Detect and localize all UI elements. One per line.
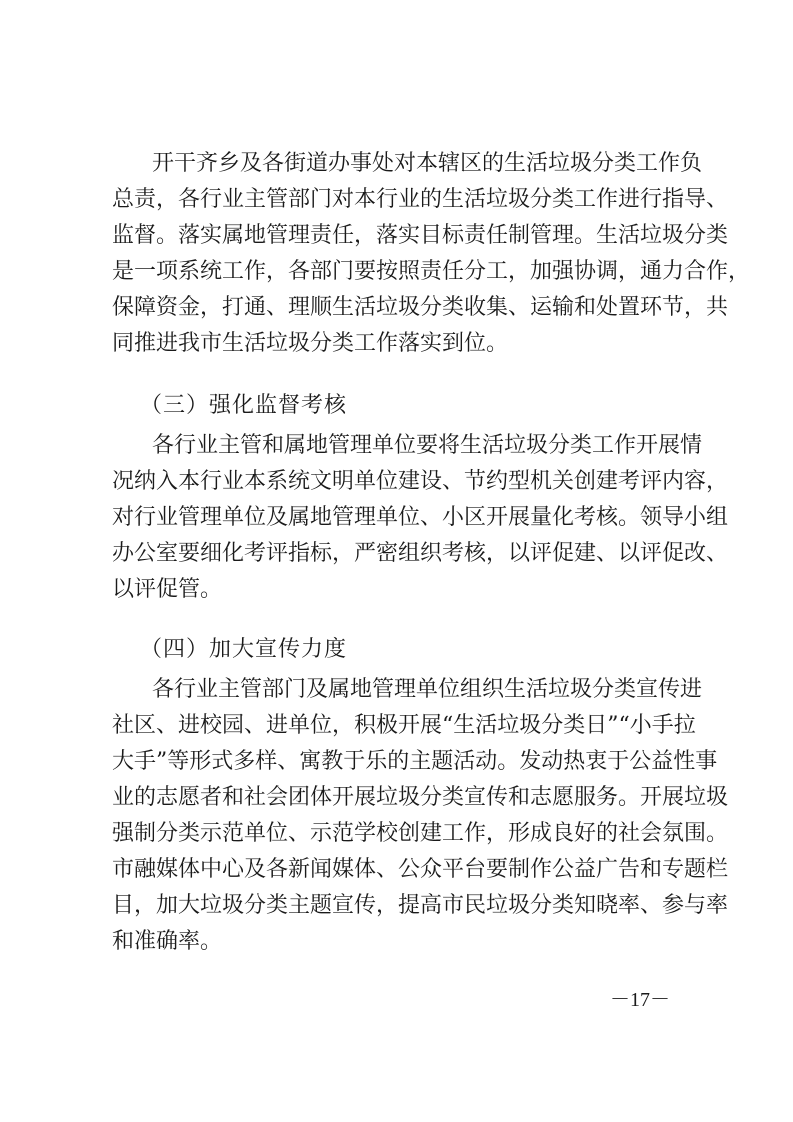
text-line: 保障资金，打通、理顺生活垃圾分类收集、运输和处置环节，共 — [112, 295, 729, 320]
text-line: 开干齐乡及各街道办事处对本辖区的生活垃圾分类工作负 — [152, 151, 703, 176]
text-line: 是一项系统工作，各部门要按照责任分工，加强协调，通力合作， — [112, 259, 751, 284]
section-heading: （四）加大宣传力度 — [140, 637, 348, 662]
text-line: 市融媒体中心及各新闻媒体、公众平台要制作公益广告和专题栏 — [112, 857, 729, 882]
text-line: 况纳入本行业本系统文明单位建设、节约型机关创建考评内容， — [112, 469, 729, 494]
text-line: 强制分类示范单位、示范学校创建工作，形成良好的社会氛围。 — [112, 821, 729, 846]
page-number: －17－ — [610, 989, 670, 1011]
text-line: 业的志愿者和社会团体开展垃圾分类宣传和志愿服务。开展垃圾 — [112, 785, 729, 810]
text-line: 目，加大垃圾分类主题宣传，提高市民垃圾分类知晓率、参与率 — [112, 893, 729, 918]
text-line: 对行业管理单位及属地管理单位、小区开展量化考核。领导小组 — [112, 505, 729, 530]
text-line: 办公室要细化考评指标，严密组织考核，以评促建、以评促改、 — [112, 541, 729, 566]
text-line: 以评促管。 — [112, 577, 223, 602]
text-line: 各行业主管部门及属地管理单位组织生活垃圾分类宣传进 — [152, 677, 703, 702]
text-line: 大手”等形式多样、寓教于乐的主题活动。发动热衷于公益性事 — [112, 749, 718, 774]
text-line: 和准确率。 — [112, 929, 223, 954]
text-line: 监督。落实属地管理责任，落实目标责任制管理。生活垃圾分类 — [112, 223, 729, 248]
text-line: 总责，各行业主管部门对本行业的生活垃圾分类工作进行指导、 — [112, 187, 729, 212]
text-line: 社区、进校园、进单位，积极开展“生活垃圾分类日”“小手拉 — [112, 713, 696, 738]
text-line: 同推进我市生活垃圾分类工作落实到位。 — [112, 331, 509, 356]
text-line: 各行业主管和属地管理单位要将生活垃圾分类工作开展情 — [152, 433, 703, 458]
section-heading: （三）强化监督考核 — [140, 393, 348, 418]
